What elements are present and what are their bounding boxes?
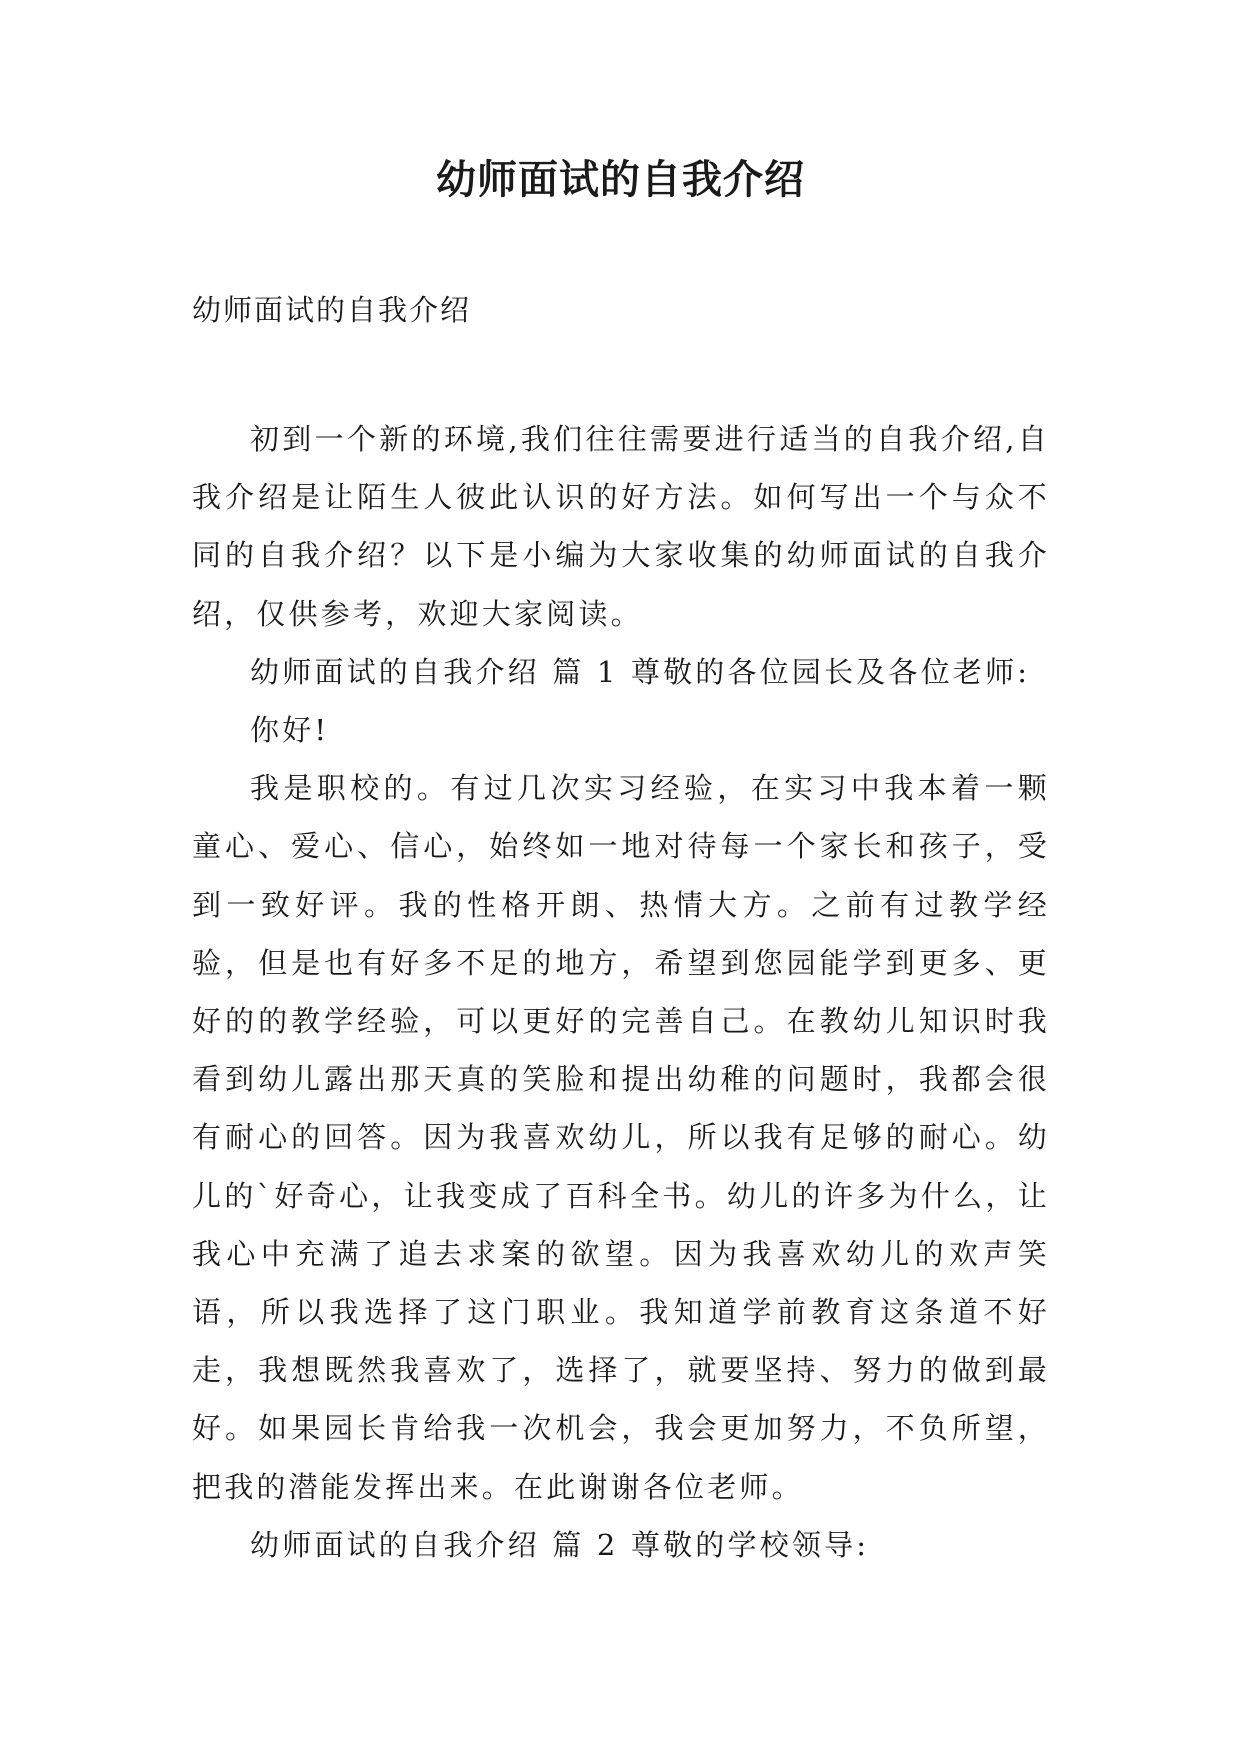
section-1-heading: 幼师面试的自我介绍 篇 1 尊敬的各位园长及各位老师: xyxy=(250,654,1031,689)
greeting-paragraph: 你好! xyxy=(250,713,330,748)
body-paragraph: 我是职校的。有过几次实习经验，在实习中我本着一颗童心、爱心、信心，始终如一地对待每一个家长和孩子，受到一致好评。我的性格开朗、热情大方。之前有过教学经验，但是也有好多不足的地方，希望到您园能学到更多、更好的的教学经验，可以更好的完善自己。在教幼儿知识时我看到幼儿露出那天真的笑脸和提出幼稚的问题时，我都会很有耐心的回答。因为我喜欢幼儿，所以我有足够的耐心。幼儿的`好奇心，让我变成了百科全书。幼儿的许多为什么，让我心中充满了追去求案的欲望。因为我喜欢幼儿的欢声笑语，所以我选择了这门职业。我知道学前教育这条道不好走，我想既然我喜欢了，选择了，就要坚持、努力的做到最好。如果园长肯给我一次机会，我会更加努力，不负所望，把我的潜能发挥出来。在此谢谢各位老师。 xyxy=(192,771,1050,1504)
section-2-heading: 幼师面试的自我介绍 篇 2 尊敬的学校领导: xyxy=(250,1527,870,1562)
document-body xyxy=(192,410,1050,1574)
document-title: 幼师面试的自我介绍 xyxy=(436,156,805,203)
intro-paragraph: 初到一个新的环境,我们往往需要进行适当的自我介绍,自我介绍是让陌生人彼此认识的好方法。如何写出一个与众不同的自我介绍？以下是小编为大家收集的幼师面试的自我介绍，仅供参考，欢迎大家阅读。 xyxy=(192,422,1050,631)
document-subtitle: 幼师面试的自我介绍 xyxy=(192,293,472,327)
